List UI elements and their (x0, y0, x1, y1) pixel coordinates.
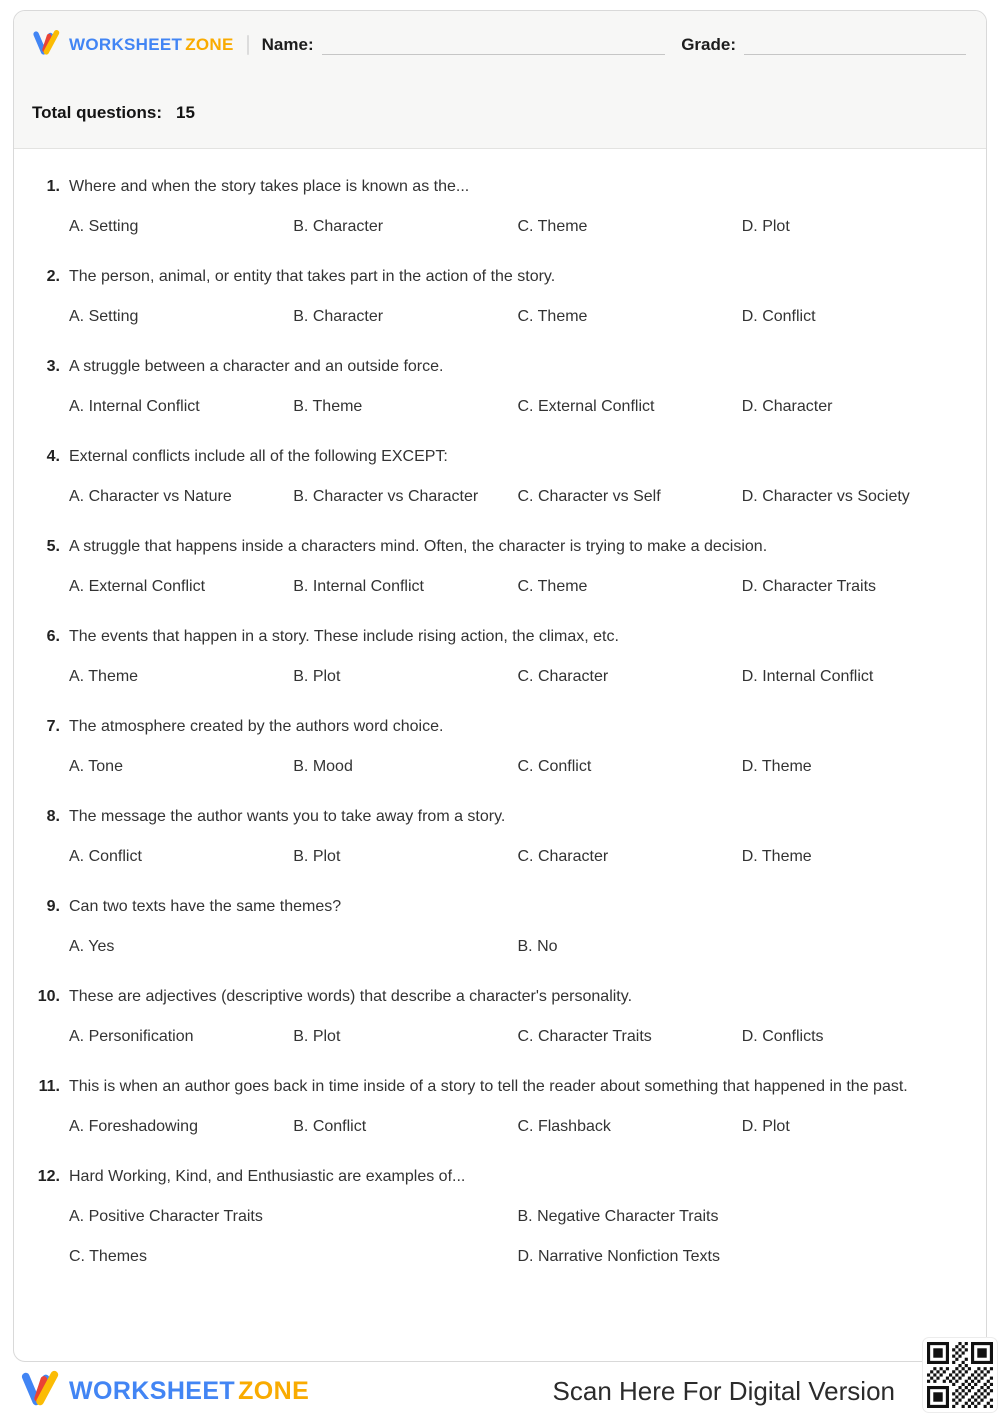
answer-option: C. Theme (517, 218, 588, 235)
question (28, 445, 966, 509)
question-text: The atmosphere created by the authors word choice. (69, 718, 444, 735)
footer-brand-name (69, 1377, 309, 1406)
question-number: 2. (46, 268, 60, 285)
question-number: 9. (46, 898, 60, 915)
answer-option: A. Setting (69, 308, 139, 325)
brand-name (69, 35, 234, 55)
question (28, 1075, 966, 1139)
qr-code-image (923, 1338, 997, 1412)
brand-word-worksheet: WORKSHEET (69, 35, 183, 54)
question-number: 8. (46, 808, 60, 825)
question-options (69, 1205, 966, 1269)
answer-option: B. Plot (293, 668, 341, 685)
answer-option: A. Tone (69, 758, 123, 775)
answer-option: B. Plot (293, 848, 341, 865)
question (28, 985, 966, 1049)
answer-option: C. Character vs Self (517, 488, 661, 505)
answer-option: B. Mood (293, 758, 353, 775)
answer-option: C. Conflict (517, 758, 592, 775)
question-body (69, 625, 966, 689)
question-options (69, 215, 966, 239)
answer-option: A. Yes (69, 938, 115, 955)
answer-option: D. Narrative Nonfiction Texts (517, 1248, 720, 1265)
name-label: Name: (261, 35, 314, 54)
answer-option: D. Theme (741, 758, 812, 775)
answer-option: D. Character vs Society (741, 488, 910, 505)
question-text: The events that happen in a story. These include rising action, the climax, etc. (69, 628, 619, 645)
question-text: Can two texts have the same themes? (69, 898, 342, 915)
question-options (69, 665, 966, 689)
question-options (69, 845, 966, 869)
question-number: 4. (46, 448, 60, 465)
answer-option: D. Theme (741, 848, 812, 865)
header-divider (247, 35, 249, 55)
question-body (69, 265, 966, 329)
answer-option: C. Themes (69, 1248, 147, 1265)
question-text: A struggle between a character and an outside force. (69, 358, 444, 375)
question-body (69, 1075, 966, 1139)
question-number: 6. (46, 628, 60, 645)
worksheet-card (13, 10, 987, 1362)
grade-blank-line (744, 54, 966, 55)
question-options (69, 485, 966, 509)
total-questions-row (32, 103, 966, 123)
answer-option: D. Internal Conflict (741, 668, 874, 685)
question-body (69, 805, 966, 869)
header-row (32, 29, 966, 61)
answer-option: A. Personification (69, 1028, 194, 1045)
question-options (69, 755, 966, 779)
question (28, 265, 966, 329)
answer-option: C. Character (517, 848, 609, 865)
brand-logo (32, 29, 234, 62)
question-options (69, 1025, 966, 1049)
question-options (69, 1115, 966, 1139)
answer-option: B. Character vs Character (293, 488, 479, 505)
question-number: 11. (38, 1078, 60, 1095)
answer-option: A. Theme (69, 668, 139, 685)
question-number: 12. (37, 1168, 60, 1185)
answer-option: B. Internal Conflict (293, 578, 424, 595)
brand-word-zone: ZONE (185, 35, 234, 54)
total-questions-label: Total questions: (32, 103, 163, 122)
question (28, 535, 966, 599)
worksheetzone-w-mark-icon (32, 29, 62, 62)
total-questions-value: 15 (176, 103, 195, 122)
question (28, 355, 966, 419)
answer-option: B. Character (293, 218, 384, 235)
worksheet-footer (13, 1368, 987, 1414)
grade-label: Grade: (681, 35, 736, 54)
answer-option: B. Negative Character Traits (517, 1208, 719, 1225)
question-options (69, 575, 966, 599)
answer-option: D. Conflict (741, 308, 816, 325)
question-text: Hard Working, Kind, and Enthusiastic are examples of... (69, 1168, 466, 1185)
question-number: 10. (37, 988, 60, 1005)
scan-here-text: Scan Here For Digital Version (552, 1375, 895, 1406)
answer-option: B. Plot (293, 1028, 341, 1045)
answer-option: C. Character (517, 668, 609, 685)
answer-option: A. Setting (69, 218, 139, 235)
answer-option: A. Positive Character Traits (69, 1208, 263, 1225)
question (28, 895, 966, 959)
answer-option: D. Conflicts (741, 1028, 824, 1045)
answer-option: C. Flashback (517, 1118, 611, 1135)
answer-option: B. Theme (293, 398, 363, 415)
answer-option: B. No (517, 938, 558, 955)
question-body (69, 1165, 966, 1269)
question-text: Where and when the story takes place is known as the... (69, 178, 470, 195)
question-number: 7. (46, 718, 60, 735)
question-body (69, 715, 966, 779)
question (28, 805, 966, 869)
question-number: 5. (46, 538, 60, 555)
answer-option: C. Character Traits (517, 1028, 652, 1045)
question (28, 175, 966, 239)
name-blank-line (322, 54, 666, 55)
question-text: These are adjectives (descriptive words) that describe a character's personality. (69, 988, 633, 1005)
footer-brand-logo (20, 1369, 309, 1414)
answer-option: D. Plot (741, 1118, 790, 1135)
question-text: A struggle that happens inside a characters mind. Often, the character is trying to make a decision. (69, 538, 768, 555)
question-body (69, 985, 966, 1049)
answer-option: C. Theme (517, 578, 588, 595)
question-number: 3. (46, 358, 60, 375)
question-body (69, 535, 966, 599)
question (28, 1165, 966, 1269)
answer-option: B. Character (293, 308, 384, 325)
brand-word-zone: ZONE (238, 1376, 310, 1405)
question-options (69, 395, 966, 419)
worksheet-header (14, 11, 986, 149)
question-text: This is when an author goes back in time inside of a story to tell the reader about something that happened in the past. (69, 1078, 908, 1095)
question (28, 715, 966, 779)
question-text: External conflicts include all of the following EXCEPT: (69, 448, 448, 465)
worksheetzone-w-mark-icon (20, 1369, 62, 1414)
answer-option: B. Conflict (293, 1118, 367, 1135)
answer-option: A. Character vs Nature (69, 488, 232, 505)
question-body (69, 175, 966, 239)
answer-option: D. Plot (741, 218, 790, 235)
answer-option: A. Internal Conflict (69, 398, 200, 415)
answer-option: D. Character (741, 398, 833, 415)
question-number: 1. (46, 178, 60, 195)
answer-option: D. Character Traits (741, 578, 877, 595)
questions-list (14, 149, 986, 1269)
answer-option: C. External Conflict (517, 398, 655, 415)
question-text: The person, animal, or entity that takes part in the action of the story. (69, 268, 556, 285)
question (28, 625, 966, 689)
answer-option: A. Foreshadowing (69, 1118, 198, 1135)
answer-option: A. Conflict (69, 848, 142, 865)
question-body (69, 895, 966, 959)
answer-option: A. External Conflict (69, 578, 206, 595)
question-body (69, 445, 966, 509)
question-options (69, 305, 966, 329)
question-options (69, 935, 966, 959)
brand-word-worksheet: WORKSHEET (69, 1376, 236, 1405)
question-body (69, 355, 966, 419)
question-text: The message the author wants you to take away from a story. (69, 808, 506, 825)
answer-option: C. Theme (517, 308, 588, 325)
